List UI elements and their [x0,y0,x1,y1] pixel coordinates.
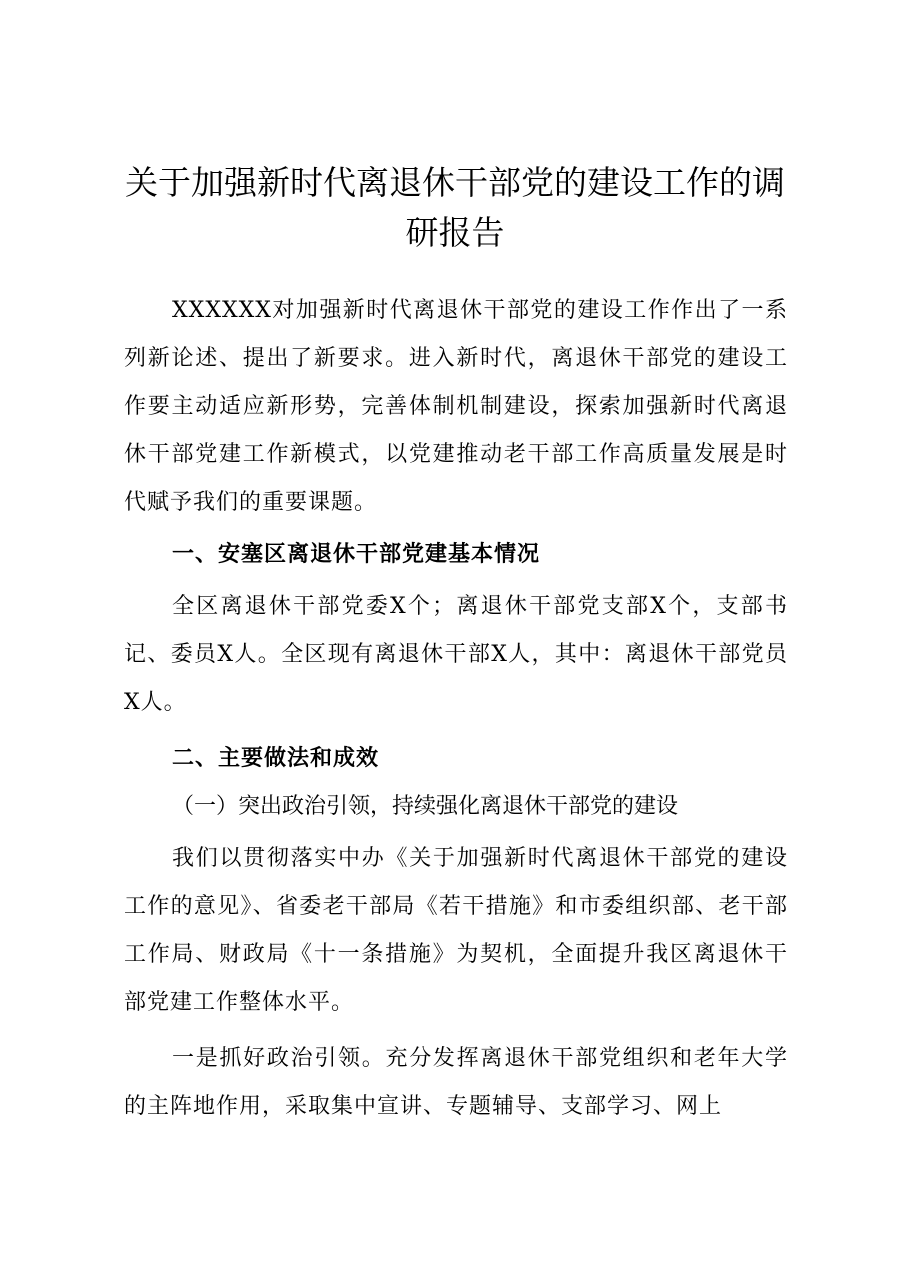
document-body [124,287,788,1131]
intro-paragraph: XXXXXX对加强新时代离退休干部党的建设工作作出了一系列新论述、提出了新要求。进入新时代，离退休干部党的建设工作要主动适应新形势，完善体制机制建设，探索加强新时代离退休干部党建工作新模式，以党建推动老干部工作高质量发展是时代赋予我们的重要课题。 [124,298,788,515]
section-2-paragraph-1: 我们以贯彻落实中办《关于加强新时代离退休干部党的建设工作的意见》、省委老干部局《若干措施》和市委组织部、老干部工作局、财政局《十一条措施》为契机，全面提升我区离退休干部党建工作整体水平。 [124,846,788,1015]
document-title [110,158,800,258]
section-2-subheading-1: （一）突出政治引领，持续强化离退休干部党的建设 [172,794,679,819]
section-2-paragraph-2: 一是抓好政治引领。充分发挥离退休干部党组织和老年大学的主阵地作用，采取集中宣讲、专题辅导、支部学习、网上 [124,1046,788,1119]
section-1-heading: 一、安塞区离退休干部党建基本情况 [172,542,541,567]
title-line-2: 研报告 [405,213,505,252]
section-2-heading: 二、主要做法和成效 [172,746,380,771]
section-1-paragraph: 全区离退休干部党委X个；离退休干部党支部X个，支部书记、委员X人。全区现有离退休干部X人，其中：离退休干部党员X人。 [124,594,788,715]
title-line-1: 关于加强新时代离退休干部党的建设工作的调 [125,163,785,202]
